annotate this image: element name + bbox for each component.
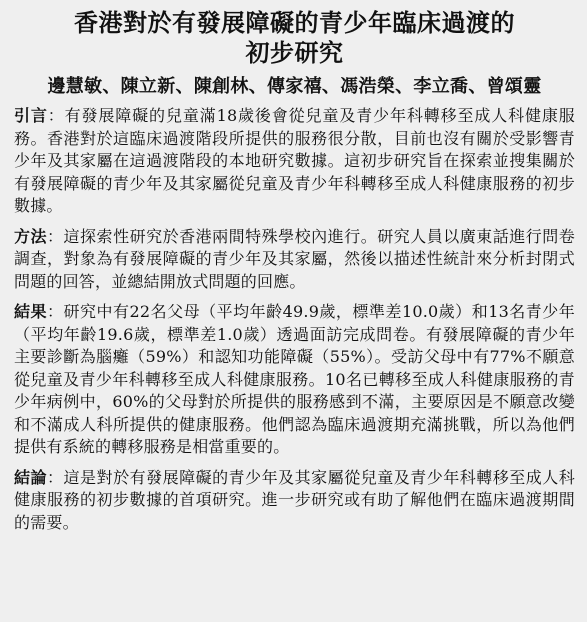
section-label-results: 結果 bbox=[14, 302, 48, 321]
title-line-2: 初步研究 bbox=[245, 39, 344, 67]
section-methods bbox=[14, 226, 575, 294]
author-list: 邊慧敏、陳立新、陳創林、傳家禧、馮浩榮、李立喬、曾頌靈 bbox=[47, 76, 542, 97]
section-text-results: ：研究中有22名父母（平均年齡49.9歲，標準差10.0歲）和13名青少年（平均年齡19.6歲，標準差1.0歲）透過面訪完成問卷。有發展障礙的青少年主要診斷為腦癱（59%）和認知功能障礙（55%）。受訪父母中有77%不願意從兒童及青少年科轉移至成人科健康服務。10名已轉移至成人科健康服務的青少年病例中，60%的父母對於所提供的服務感到不滿，主要原因是不願意改變和不滿成人科所提供的健康服務。他們認為臨床過渡期充滿挑戰，所以為他們提供有系統的轉移服務是相當重要的。 bbox=[14, 302, 575, 456]
section-results bbox=[14, 301, 575, 459]
section-conclusion bbox=[14, 467, 575, 535]
section-label-methods: 方法 bbox=[14, 226, 48, 246]
section-text-conclusion: ：這是對於有發展障礙的青少年及其家屬從兒童及青少年科轉移至成人科健康服務的初步數據的首項研究。進一步研究或有助了解他們在臨床過渡期間的需要。 bbox=[14, 467, 576, 532]
section-text-introduction: ：有發展障礙的兒童滿18歲後會從兒童及青少年科轉移至成人科健康服務。香港對於這臨床過渡階段所提供的服務很分散，目前也沒有關於受影響青少年及其家屬在這過渡階段的本地研究數據。這初步研究旨在探索並搜集關於有發展障礙的青少年及其家屬從兒童及青少年科轉移至成人科健康服務的初步數據。 bbox=[14, 106, 575, 215]
section-introduction bbox=[14, 105, 575, 218]
section-label-introduction: 引言 bbox=[14, 106, 48, 125]
article-title bbox=[14, 8, 575, 68]
title-line-1: 香港對於有發展障礙的青少年臨床過渡的 bbox=[74, 9, 515, 37]
section-label-conclusion: 結論 bbox=[14, 467, 48, 487]
section-text-methods: ：這探索性研究於香港兩間特殊學校內進行。研究人員以廣東話進行問卷調查，對象為有發展障礙的青少年及其家屬，然後以描述性統計來分析封閉式問題的回答，並總結開放式問題的回應。 bbox=[14, 226, 576, 291]
